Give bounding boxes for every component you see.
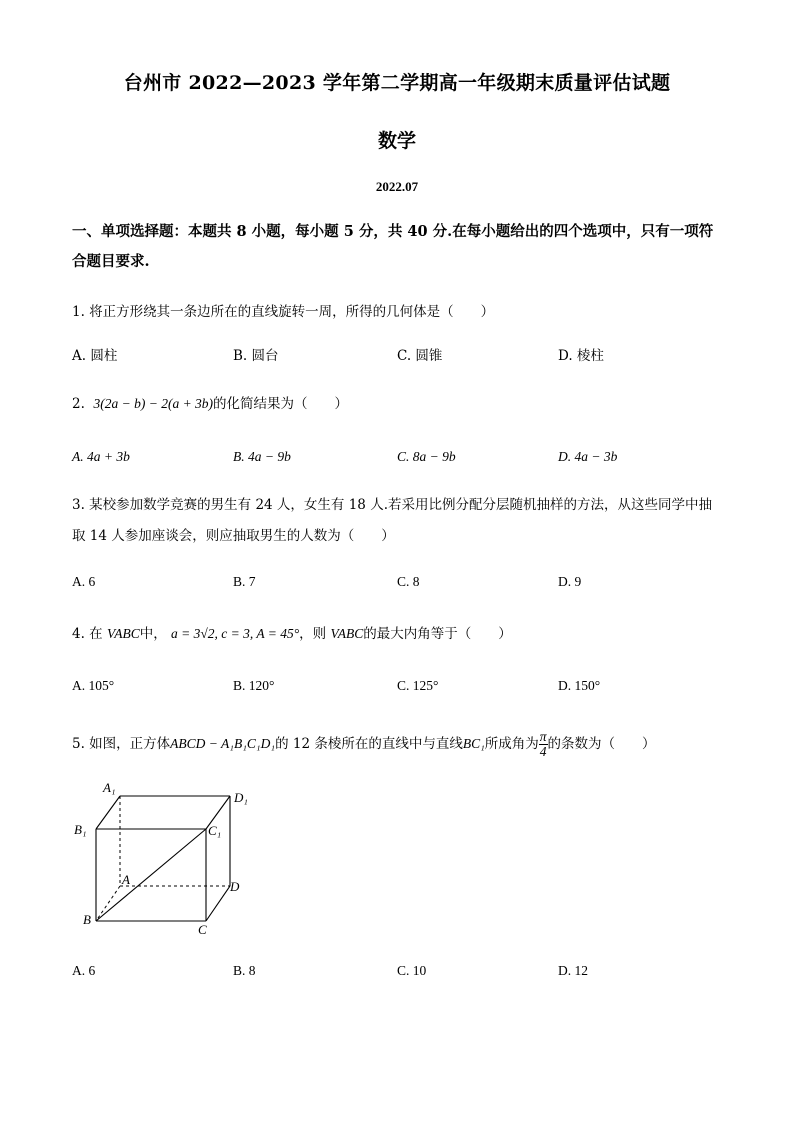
q2-option-a: A. 4a + 3b xyxy=(72,449,130,464)
q2-option-b: B. 4a − 9b xyxy=(233,449,291,464)
q4-triangle: VABC xyxy=(106,626,140,641)
q3-option-d: D. 9 xyxy=(558,574,582,589)
q1-option-b: B. 圆台 xyxy=(233,348,279,364)
q4-option-a: A. 105° xyxy=(72,678,115,693)
q2-number: 2. xyxy=(72,396,85,412)
question-4-stem: 4. 在 VABC中， a = 3√2, c = 3, A = 45°，则 VABC的最大内角等于（ ） xyxy=(72,626,512,642)
label-a: A xyxy=(122,872,130,887)
question-1-stem: 1. 将正方形绕其一条边所在的直线旋转一周，所得的几何体是（ ） xyxy=(72,304,495,320)
question-2-stem xyxy=(72,392,348,412)
cube-figure xyxy=(70,776,270,946)
q3-option-a: A. 6 xyxy=(72,574,96,589)
question-3-stem: 3. 某校参加数学竞赛的男生有 24 人，女生有 18 人.若采用比例分配分层随机抽样的方法，从这些同学中抽取 14 人参加座谈会，则应抽取男生的人数为（ ） xyxy=(72,497,712,544)
q5-cube: ABCD − A₁B₁C₁D₁ xyxy=(170,736,276,751)
exam-title: 台州市 2022—2023 学年第二学期高一年级期末质量评估试题 xyxy=(123,72,671,94)
q5-line: BC₁ xyxy=(462,736,485,751)
q5-fraction: $\frac{\pi}{4}$ xyxy=(539,729,547,759)
label-d1: D₁ xyxy=(234,790,248,805)
q5-option-a: A. 6 xyxy=(72,963,96,978)
q2-suffix: 的化简结果为（ ） xyxy=(213,396,349,412)
label-c: C xyxy=(198,922,207,937)
q1-option-a: A. 圆柱 xyxy=(72,348,118,364)
subject-title: 数学 xyxy=(377,130,416,152)
q2-option-d: D. 4a − 3b xyxy=(558,449,618,464)
section-heading: 一、单项选择题：本题共 8 小题，每小题 5 分，共 40 分.在每小题给出的四个选项中，只有一项符合题目要求. xyxy=(72,223,714,270)
q3-option-c: C. 8 xyxy=(397,574,420,589)
label-b: B xyxy=(83,912,91,927)
question-5-stem: 5. 如图，正方体ABCD − A₁B₁C₁D₁的 12 条棱所在的直线中与直线BC₁所成角为 $\frac{\pi}{4}$ 的条数为（ ） xyxy=(72,729,656,759)
q3-option-b: B. 7 xyxy=(233,574,256,589)
q2-option-c: C. 8a − 9b xyxy=(397,449,456,464)
label-d: D xyxy=(230,879,240,894)
q4-option-c: C. 125° xyxy=(397,678,439,693)
q1-option-c: C. 圆锥 xyxy=(397,348,443,364)
q5-option-d: D. 12 xyxy=(558,963,588,978)
q4-conditions: a = 3√2, c = 3, A = 45° xyxy=(171,626,300,641)
q4-option-b: B. 120° xyxy=(233,678,275,693)
q2-expression: 3(2a − b) − 2(a + 3b) xyxy=(93,396,214,411)
label-c1: C₁ xyxy=(208,823,222,838)
label-a1: A₁ xyxy=(103,780,116,795)
label-b1: B₁ xyxy=(74,822,87,837)
q5-option-c: C. 10 xyxy=(397,963,427,978)
q1-option-d: D. 棱柱 xyxy=(558,348,604,364)
q4-option-d: D. 150° xyxy=(558,678,601,693)
exam-date: 2022.07 xyxy=(375,179,419,194)
q5-option-b: B. 8 xyxy=(233,963,256,978)
